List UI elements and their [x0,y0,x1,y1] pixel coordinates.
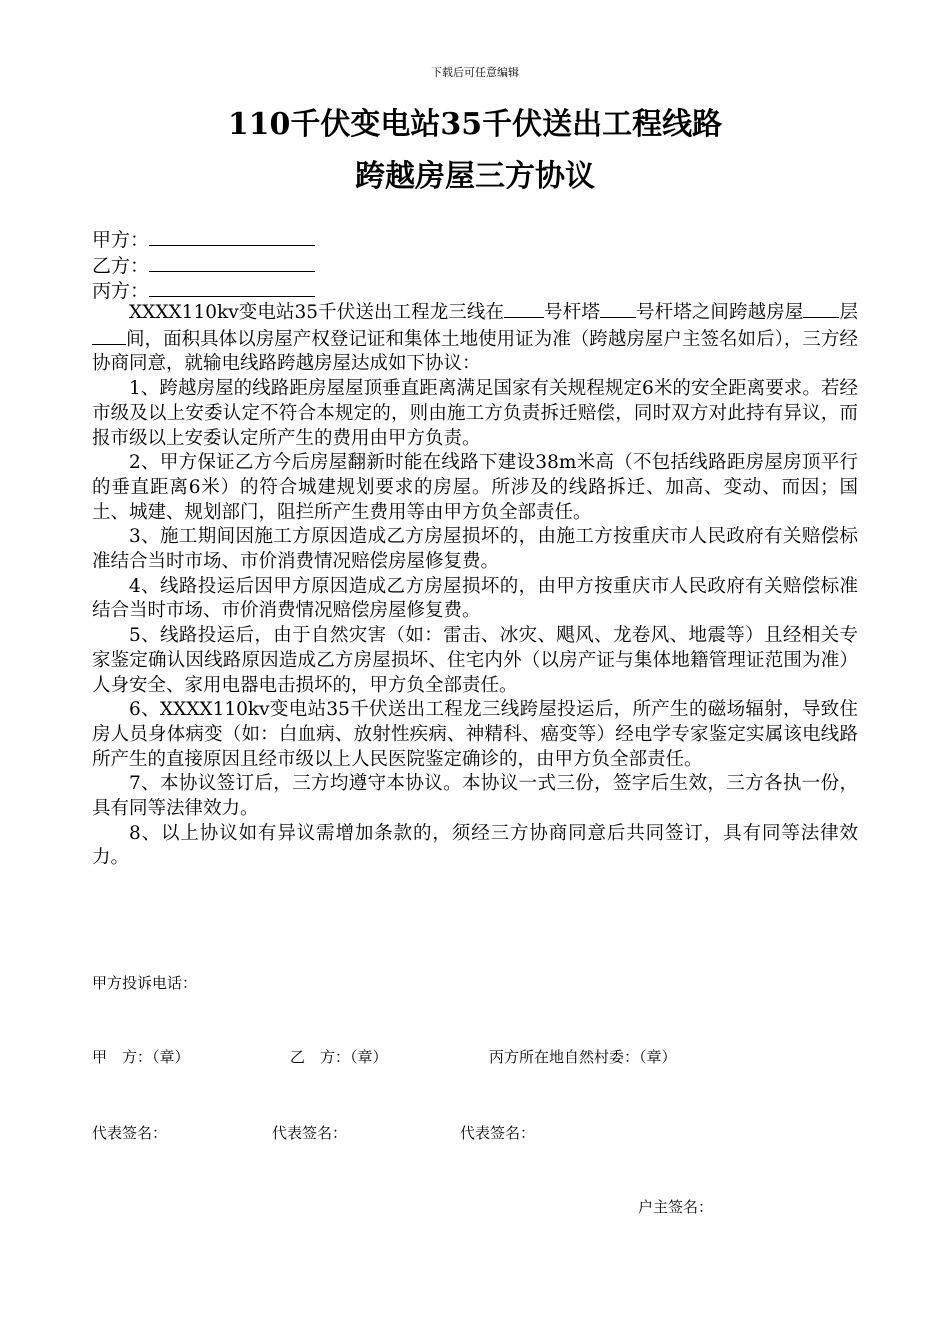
clause-5: 5、线路投运后，由于自然灾害（如：雷击、冰灾、飓风、龙卷风、地震等）且经相关专家鉴定确认因线路原因造成乙方房屋损坏、住宅内外（以房产证与集体地籍管理证范围为准）人身安全、家用电器电击损坏的，甲方负全部责任。 [92,625,858,696]
party-b-label: 乙方： [92,254,150,277]
clause-6: 6、XXXX110kv变电站35千伏送出工程龙三线跨屋投运后，所产生的磁场辐射，导致住房人员身体病变（如：白血病、放射性疾病、神精科、癌变等）经电学专家鉴定实属该电线路所产生的直接原因且经市级以上人民医院鉴定确诊的，由甲方负全部责任。 [92,699,858,770]
party-c-blank [149,278,315,297]
party-b-blank [149,253,315,272]
parties-block [92,227,858,304]
party-a-label: 甲方： [92,229,150,251]
seal-party-a: 甲 方：（章） [92,1048,190,1066]
clause-8: 8、以上协议如有异议需增加条款的，须经三方协商同意后共同签订，具有同等法律效力。 [92,822,858,869]
clause-7: 7、本协议签订后，三方均遵守本协议。本协议一式三份，签字后生效，三方各执一份，具有同等法律效力。 [92,773,858,820]
room-count-blank [92,326,126,345]
owner-signature: 户主签名： [638,1198,714,1216]
intro-text-4: 层 [839,302,858,323]
tower-number-blank-1 [504,299,544,318]
rep-signature-c: 代表签名： [460,1124,536,1142]
intro-text-5: 间，面积具体以房屋产权登记证和集体土地使用证为准（跨越房屋户主签名如后），三方经协商同意，就输电线路跨越房屋达成如下协议： [92,328,858,375]
clause-3: 3、施工期间因施工方原因造成乙方房屋损坏的，由施工方按重庆市人民政府有关赔偿标准结合当时市场、市价消费情况赔偿房屋修复费。 [92,526,858,573]
intro-text-2: 号杆塔 [544,302,600,323]
clause-2: 2、甲方保证乙方今后房屋翻新时能在线路下建设38m米高（不包括线路距房屋房顶平行的垂直距离6米）的符合城建规划要求的房屋。所涉及的线路拆迁、加高、变动、而因；国土、城建、规划部门，阻拦所产生费用等由甲方负全部责任。 [92,452,858,523]
rep-signature-b: 代表签名： [272,1124,348,1142]
intro-text-1: XXXX110kv变电站35千伏送出工程龙三线在 [129,302,505,323]
intro-text-3: 号杆塔之间跨越房屋 [635,302,804,323]
party-c-label: 丙方： [92,280,150,302]
document-title-line2: 跨越房屋三方协议 [355,159,595,194]
seal-party-b: 乙 方：（章） [290,1048,388,1066]
party-a-blank [149,227,315,246]
document-title-line1: 110千伏变电站35千伏送出工程线路 [227,107,723,142]
agreement-body [92,299,858,871]
clause-4: 4、线路投运后因甲方原因造成乙方房屋损坏的，由甲方按重庆市人民政府有关赔偿标准结合当时市场、市价消费情况赔偿房屋修复费。 [92,575,858,622]
party-a-line [92,227,858,253]
tower-number-blank-2 [600,299,636,318]
party-b-line [92,253,858,279]
rep-signature-a: 代表签名： [92,1124,168,1142]
clause-1: 1、跨越房屋的线路距房屋屋顶垂直距离满足国家有关规程规定6米的安全距离要求。若经市级及以上安委认定不符合本规定的，则由施工方负责拆迁赔偿，同时双方对此持有异议，而报市级以上安委认定所产生的费用由甲方负责。 [92,378,858,449]
floor-count-blank [803,299,839,318]
intro-paragraph [92,299,858,377]
header-note: 下载后可任意编辑 [431,66,519,79]
seal-party-c: 丙方所在地自然村委：（章） [489,1048,677,1066]
complaint-phone-label: 甲方投诉电话： [92,974,198,992]
